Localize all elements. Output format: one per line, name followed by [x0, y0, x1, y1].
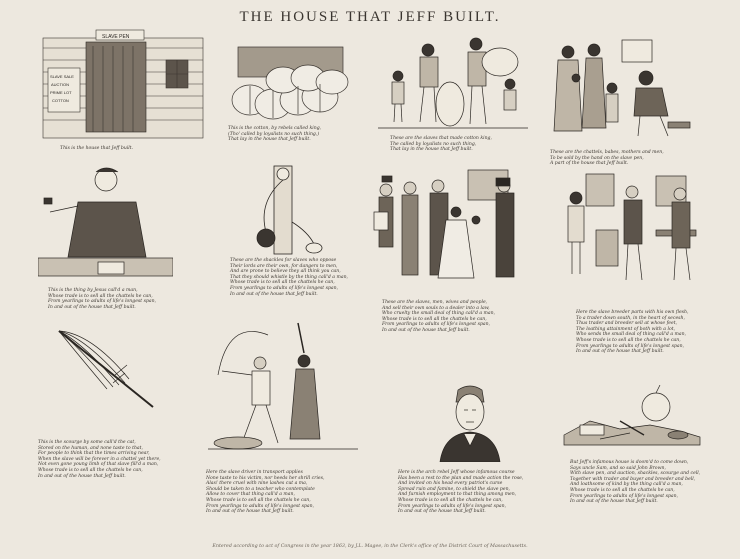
shackles-illustration [238, 162, 328, 257]
caption-line: This is the cotton, by rebels called king, [228, 126, 322, 131]
auction-sign: AUCTION [51, 82, 69, 87]
page-title: THE HOUSE THAT JEFF BUILT. [239, 9, 501, 25]
caption-line: Not even gone young limb of that slave fill'd a man, [38, 462, 159, 468]
caption-line: But Jeff's infamous house is doom'd to come down, [570, 460, 689, 465]
cotton-bales-illustration [228, 42, 353, 124]
caption-line: In and out of the house that Jeff built. [230, 291, 318, 297]
caption-line: Whose trade is to sell all the chattels he can, [382, 316, 487, 322]
caption-line: Whose trade is to sell all the chattels he can, [570, 487, 675, 493]
caption-line: These are the chattels, babes, mothers and men, [550, 150, 664, 155]
caption-line: From yearlings to adults of life's longest span, [382, 322, 491, 328]
whip-illustration [55, 325, 165, 415]
auction-crowd-illustration [372, 168, 530, 296]
caption-line: In and out of the house that Jeff built. [48, 304, 136, 310]
caption-line: Here is the arch rebel Jeff whose infamous course [398, 470, 515, 475]
families-illustration [550, 36, 700, 148]
caption-line: This is the scourge by some call'd the cat, [38, 440, 136, 445]
caption-line: Thus trader and breeder sell at whose feet, [576, 321, 678, 327]
auctioneer-illustration [38, 162, 173, 280]
caption-line: And furnish employment to that thing among men, [398, 492, 517, 498]
caption-line: Who sends the small deal of thing call'd a man, [576, 332, 687, 338]
caption-line: (Tho' called by loyalists no such thing,) [228, 131, 320, 137]
panel-auction-crowd [372, 168, 530, 296]
slave-pen-sign: SLAVE PEN [102, 34, 130, 40]
caption-line: And are prone to believe they all think you can, [230, 269, 341, 275]
caption-line: Who cruelty the small deal of thing call'd a man, [382, 311, 496, 317]
caption-line: Here the slave breeder parts with his own flesh, [576, 310, 689, 315]
caption-line: These are the shackles for slaves who oppose [230, 258, 337, 263]
caption-line: From yearlings to adults of life's longest span, [48, 299, 157, 305]
caption-line: Whose trade is to sell all the chattels he can, [206, 497, 311, 503]
caption-line: To a trader down south, in the heart of secesh, [576, 315, 685, 321]
slave-driver-illustration [208, 315, 358, 455]
caption-line: From yearlings to adults of life's longest span, [230, 285, 339, 291]
caption-line: Together with trader and buyer and breeder and bell, [570, 476, 696, 482]
caption-line: The loathing attainment of both with a lot, [576, 326, 676, 332]
caption-line: And invited on his head every patriot's curse [398, 481, 503, 487]
panel-shackles [238, 162, 328, 257]
cotton-sign: COTTON [52, 98, 69, 103]
caption-panel-4 [550, 150, 664, 167]
caption-line: And sell their own souls to a dealer into a law, [382, 305, 490, 311]
caption-panel-10 [206, 470, 324, 515]
caption-line: Should be taken to a teacher who contemplate [206, 486, 315, 492]
caption-panel-12 [570, 460, 700, 505]
caption-line: Whose trade is to sell all the chattels he can, [48, 293, 153, 299]
panel-slave-pen [38, 28, 208, 143]
ruins-illustration [560, 385, 705, 450]
caption-line: Whose trade is to sell all the chattels he can, [398, 497, 503, 503]
caption-line: From yearlings to adults of life's longest span, [206, 503, 315, 509]
panel-ruins [560, 385, 705, 450]
caption-line: Alas! there cruel with nine lashes cut a ma, [206, 481, 308, 487]
caption-panel-7 [382, 300, 495, 334]
panel-families [550, 36, 700, 148]
panel-slaves-cotton [378, 32, 528, 134]
caption-line: In and out of the house that Jeff built. [576, 349, 664, 355]
caption-line: Allow to cover that thing call'd a man, [206, 492, 295, 498]
caption-panel-8 [576, 310, 688, 355]
caption-line: When the slave will be forever in a chattel yet there, [38, 456, 161, 462]
caption-line: Stored on the human, and none taste to that, [38, 445, 143, 451]
caption-line: And loathsome of kind by the thing call'd a man, [570, 482, 683, 488]
slave-sale-sign: SLAVE SALE [50, 74, 74, 79]
caption-line: From yearlings to adults of life's longest span, [570, 493, 679, 499]
jeff-portrait-illustration [430, 382, 510, 462]
caption-line: In and out of the house that Jeff built. [570, 499, 658, 505]
caption-line: From yearlings to adults of life's longest span, [398, 503, 507, 509]
caption-line: That they should whistle by the thing call'd a man, [230, 274, 349, 280]
caption-panel-6 [230, 258, 348, 297]
caption-line: In and out of the house that Jeff built. [382, 327, 470, 333]
panel-slave-driver [208, 315, 358, 455]
caption-line: This is the house that Jeff built. [60, 146, 134, 151]
caption-line: Whose trade is to sell all the chattels he can, [38, 467, 143, 473]
prime-lot-sign: PRIME LOT [50, 90, 72, 95]
caption-line: This is the thing by Jesus call'd a man, [48, 288, 138, 293]
caption-line: Their lords are their own, for dangers to men, [230, 263, 338, 269]
caption-line: In and out of the house that Jeff built. [398, 509, 486, 515]
caption-panel-1 [60, 146, 133, 152]
caption-line: That lay in the house that Jeff built. [228, 137, 311, 143]
panel-auctioneer [38, 162, 173, 280]
caption-line: Spread ruin and famine, to shield the slave pen, [398, 486, 510, 492]
caption-line: These are the slaves that made cotton king, [390, 136, 492, 141]
panel-whip [55, 325, 165, 415]
caption-panel-5 [48, 288, 156, 310]
panel-breeder [556, 170, 716, 298]
caption-line: That lay in the house that Jeff built. [390, 147, 473, 153]
caption-line: Has been a rest to the plan and made action the rose, [398, 475, 524, 481]
caption-panel-9 [38, 440, 161, 479]
panel-cotton-bales [228, 42, 353, 124]
caption-panel-11 [398, 470, 523, 515]
slave-pen-illustration [38, 28, 208, 143]
caption-panel-2 [228, 126, 321, 143]
caption-line: In and out of the house that Jeff built. [38, 473, 126, 479]
caption-line: A part of the house that Jeff built. [550, 161, 629, 167]
slaves-cotton-illustration [378, 32, 528, 134]
caption-line: With slave pen, and auction, shackles, scourge and cell, [570, 471, 701, 477]
caption-line: Says uncle Sam, and so said John Brown, [570, 465, 666, 471]
caption-line: Whose trade is to sell all the chattels he can, [576, 337, 681, 343]
breeder-illustration [556, 170, 716, 298]
caption-line: For people to think that the times arriving near, [38, 451, 150, 457]
caption-line: From yearlings to adults of life's longest span, [576, 343, 685, 349]
copyright-footer: Entered according to act of Congress in the year 1863, by J.L. Magee, in the Clerk's office of the District Court of Massachusetts. [212, 544, 528, 549]
caption-panel-3 [390, 136, 492, 153]
caption-line: These are the slaves, men, wives and people, [382, 300, 488, 305]
caption-line: The called by loyalists no such thing, [390, 141, 477, 147]
caption-line: Here the slave driver in transport applies [206, 470, 303, 475]
caption-line: None taste to his victim, nor heeds her shrill cries, [206, 475, 325, 481]
caption-line: Whose trade is to sell all the chattels he can, [230, 280, 335, 286]
panel-jeff-portrait [430, 382, 510, 462]
caption-line: To be sold by the hand on the slave pen, [550, 155, 644, 161]
caption-line: In and out of the house that Jeff built. [206, 509, 294, 515]
